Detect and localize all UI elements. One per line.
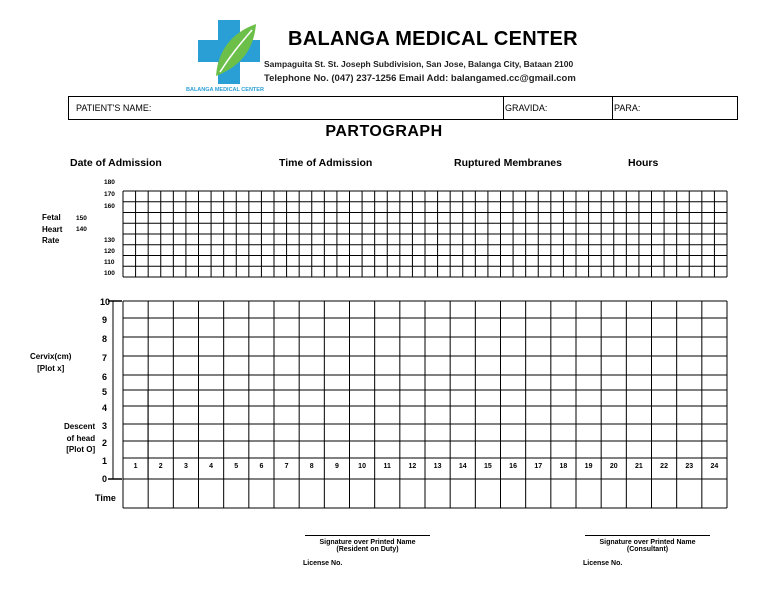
hour-number: 13 bbox=[433, 463, 442, 470]
consultant-signature-caption: Signature over Printed Name (Consultant) bbox=[599, 539, 696, 553]
organization-name: BALANGA MEDICAL CENTER bbox=[288, 28, 578, 50]
fhr-scale-label: 140 bbox=[76, 226, 87, 233]
organization-address: Sampaguita St. St. Joseph Subdivision, San Jose, Balanga City, Bataan 2100 bbox=[264, 59, 574, 69]
cervix-scale-label: 9 bbox=[102, 315, 108, 325]
signature-line bbox=[305, 535, 430, 536]
fetal-heart-rate-label: Fetal Heart Rate bbox=[42, 213, 63, 246]
cervix-scale-label: 6 bbox=[102, 372, 108, 382]
cervix-scale-label: 2 bbox=[102, 438, 108, 448]
hour-number: 18 bbox=[559, 463, 568, 470]
time-label: Time bbox=[95, 493, 116, 503]
hour-number: 8 bbox=[309, 463, 314, 470]
date-of-admission-label: Date of Admission bbox=[70, 157, 162, 169]
hour-number: 4 bbox=[209, 463, 214, 470]
hour-number: 19 bbox=[584, 463, 593, 470]
page-title: PARTOGRAPH bbox=[325, 123, 443, 140]
patient-name-label: PATIENT'S NAME: bbox=[76, 103, 152, 113]
hours-label: Hours bbox=[628, 157, 659, 169]
hour-number: 22 bbox=[660, 463, 668, 470]
cervix-scale-label: 1 bbox=[102, 456, 108, 466]
fhr-scale-label: 110 bbox=[104, 259, 115, 266]
hour-number: 10 bbox=[358, 463, 366, 470]
consultant-license-label: License No. bbox=[583, 560, 623, 567]
hour-number: 1 bbox=[133, 463, 138, 470]
para-label: PARA: bbox=[614, 103, 641, 113]
organization-contact: Telephone No. (047) 237-1256 Email Add: balangamed.cc@gmail.com bbox=[264, 73, 576, 84]
fhr-scale-label: 150 bbox=[76, 215, 87, 222]
time-of-admission-label: Time of Admission bbox=[279, 157, 373, 169]
hour-number: 3 bbox=[183, 463, 188, 470]
cervix-scale-label: 5 bbox=[102, 387, 108, 397]
cervix-scale-label: 0 bbox=[102, 474, 108, 484]
hour-number: 24 bbox=[710, 463, 719, 470]
hour-number: 12 bbox=[408, 463, 417, 470]
fhr-scale-label: 130 bbox=[104, 237, 115, 244]
hour-number: 5 bbox=[234, 463, 239, 470]
hour-number: 2 bbox=[158, 463, 163, 470]
hour-number: 7 bbox=[284, 463, 289, 470]
cervix-scale-label: 8 bbox=[102, 334, 108, 344]
hour-number: 14 bbox=[458, 463, 467, 470]
cervix-grid bbox=[113, 301, 727, 508]
hour-number: 23 bbox=[685, 463, 694, 470]
hour-number: 16 bbox=[509, 463, 517, 470]
cervix-scale-label: 3 bbox=[102, 421, 108, 431]
fhr-scale-label: 100 bbox=[104, 270, 115, 277]
hour-number: 21 bbox=[635, 463, 643, 470]
cervix-label: Cervix(cm) [Plot x] bbox=[30, 352, 72, 373]
cervix-scale-label: 10 bbox=[100, 297, 111, 307]
signature-line bbox=[585, 535, 710, 536]
hour-number: 15 bbox=[484, 463, 492, 470]
resident-signature-caption: Signature over Printed Name (Resident on Duty) bbox=[319, 539, 416, 553]
ruptured-membranes-label: Ruptured Membranes bbox=[454, 157, 562, 169]
hour-number: 6 bbox=[259, 463, 264, 470]
cervix-scale-label: 4 bbox=[102, 403, 108, 413]
hour-number: 20 bbox=[609, 463, 618, 470]
fhr-scale-label: 180 bbox=[104, 179, 115, 186]
descent-of-head-label: Descent of head [Plot O] bbox=[64, 422, 96, 455]
logo-caption: BALANGA MEDICAL CENTER bbox=[186, 87, 264, 93]
cervix-scale-label: 7 bbox=[102, 353, 108, 363]
hour-number: 11 bbox=[383, 463, 391, 470]
fhr-scale-label: 160 bbox=[104, 203, 115, 210]
gravida-label: GRAVIDA: bbox=[505, 103, 548, 113]
fhr-scale-label: 170 bbox=[104, 191, 115, 198]
hour-number: 17 bbox=[534, 463, 543, 470]
fhr-scale-label: 120 bbox=[104, 248, 115, 255]
hour-number: 9 bbox=[334, 463, 339, 470]
resident-license-label: License No. bbox=[303, 560, 343, 567]
fetal-heart-rate-grid bbox=[123, 191, 727, 277]
